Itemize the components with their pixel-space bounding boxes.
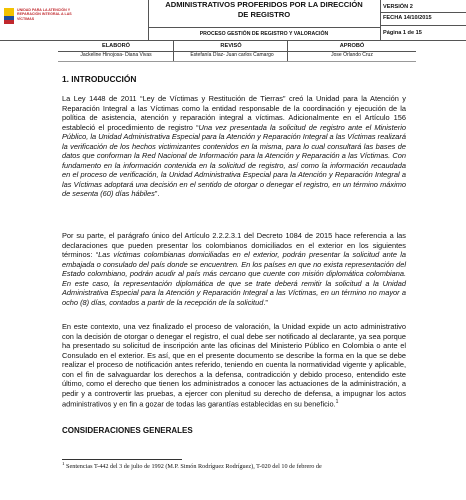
- elaboro-header: ELABORÓ: [102, 43, 130, 49]
- section-heading-introduccion: 1. INTRODUCCIÓN: [62, 74, 137, 84]
- signature-divider: [287, 40, 288, 61]
- footnote: [62, 462, 412, 470]
- header-divider: [148, 27, 380, 28]
- title-line-2: DE REGISTRO: [237, 9, 291, 19]
- header-divider: [148, 0, 149, 40]
- elaboro-names: Jackeline Hinojosa- Diana Vivas: [80, 52, 152, 58]
- version-label: VERSIÓN 2: [383, 4, 413, 10]
- paragraph-1-quote: Una vez presentada la solicitud de registro ante el Ministerio Público, la Unidad Administrativa Especial para la Atención y Reparación Integral a las Víctimas realizará la verificación de los hechos victimizantes contenidos en la misma, para lo cual consultará las bases de datos que conforman la Red Nacional de Información para la Atención y Reparación a las Víctimas. Con fundamento en la información contenida en la solicitud de registro, así como la información recaudada en el proceso de verificación, la Unidad Administrativa Especial para la Atención y Reparación Integral a las Víctimas adoptará una decisión en el sentido de otorgar o denegar el registro, en un término máximo de sesenta (60) días hábiles: [62, 122, 406, 199]
- aprobo-header: APROBÓ: [339, 43, 365, 49]
- paragraph-3: [62, 322, 406, 409]
- footnote-separator: [62, 459, 182, 460]
- signature-divider: [58, 61, 416, 62]
- document-title: [152, 0, 376, 19]
- title-line-1: ADMINISTRATIVOS PROFERIDOS POR LA DIRECCIÓN: [165, 0, 363, 9]
- section-heading-consideraciones: CONSIDERACIONES GENERALES: [62, 426, 193, 435]
- aprobo-names: Jose Orlando Cruz: [331, 52, 373, 58]
- header-divider: [380, 25, 466, 26]
- logo-text: UNIDAD PARA LA ATENCIÓN Y REPARACIÓN INTEGRAL A LAS VÍCTIMAS: [17, 8, 72, 21]
- paragraph-1: [62, 94, 406, 199]
- header-divider: [380, 12, 466, 13]
- paragraph-2-quote: Las víctimas colombianas domiciliadas en el exterior, podrán presentar la solicitud ante la embajada o consulado del país donde se encuentren. En los países en que no exista representación del Estado colombiano, podrán acudir al país más cercano que cuente con misión diplomática colombiana. En este caso, la representación diplomática de que se trate deberá remitir la solicitud a la Unidad Administrativa Especial para la Atención y Reparación Integral a las Víctimas, en un término no mayor a ocho (8) días, contados a partir de la recepción de la solicitud: [62, 250, 406, 307]
- header-divider: [380, 0, 381, 40]
- paragraph-2-text: Por su parte, el parágrafo único del Artículo 2.2.2.3.1 del Decreto 1084 de 2015 hace referencia a las declaraciones que pueden presentar los colombianos domiciliados en el exterior en los siguientes términos: “: [62, 231, 406, 260]
- signature-divider: [173, 40, 174, 61]
- paragraph-3-text: En este contexto, una vez finalizado el proceso de valoración, la Unidad expide un acto administrativo con la decisión de otorgar o denegar el registro, el cual debe ser notificado al declarante, ya sea porque ha presentado su solicitud de inscripción ante las oficinas del Ministerio Público en Colombia o ante el Consulado en el exterior. Es así, que en el presente documento se describe la forma en la que se debe realizar el proceso de notificación antes referido, teniendo en cuenta la normatividad vigente y aplicable, con el fin de salvaguardar los derechos a la defensa, contradicción y debido proceso, entendido este último, como el derecho que tienen los administrados a conocer las actuaciones de la administración, a pedir y a controvertir las pruebas, a ejercer con plenitud su derecho de defensa, a impugnar los actos administrativos y en fin a gozar de todas las garantías establecidas en su beneficio.: [62, 322, 406, 409]
- reviso-names: Estefanía Díaz- Juan carlos Camargo: [190, 52, 274, 58]
- colombia-flag-logo-icon: [4, 8, 14, 24]
- paragraph-1-text: La Ley 1448 de 2011 “Ley de Víctimas y Restitución de Tierras” creó la Unidad para la Atención y Reparación Integral a las Víctimas como la entidad responsable de la coordinación y ejecución de la política de asistencia, atención y reparación integral a víctimas. Adicionalmente en el Artículo 156 estableció el procedimiento de registro “: [62, 94, 406, 132]
- reviso-header: REVISÓ: [220, 43, 242, 49]
- footnote-text: Sentencias T-442 del 3 de julio de 1992 (M.P. Simón Rodríguez Rodríguez), T-020 del 10 de febrero de: [64, 463, 322, 471]
- footnote-mark: 1: [62, 462, 65, 467]
- process-name: PROCESO GESTIÓN DE REGISTRO Y VALORACIÓN: [199, 31, 329, 37]
- date-label: FECHA 14/10/2015: [383, 15, 432, 21]
- paragraph-1-end: ”.: [154, 189, 160, 199]
- paragraph-2-end: .”: [263, 297, 268, 307]
- signature-divider: [58, 51, 416, 52]
- document-header: [0, 0, 466, 46]
- footnote-reference[interactable]: 1: [335, 399, 339, 406]
- header-divider: [0, 40, 466, 41]
- paragraph-2: [62, 231, 406, 307]
- page-number: Página 1 de 15: [383, 30, 422, 36]
